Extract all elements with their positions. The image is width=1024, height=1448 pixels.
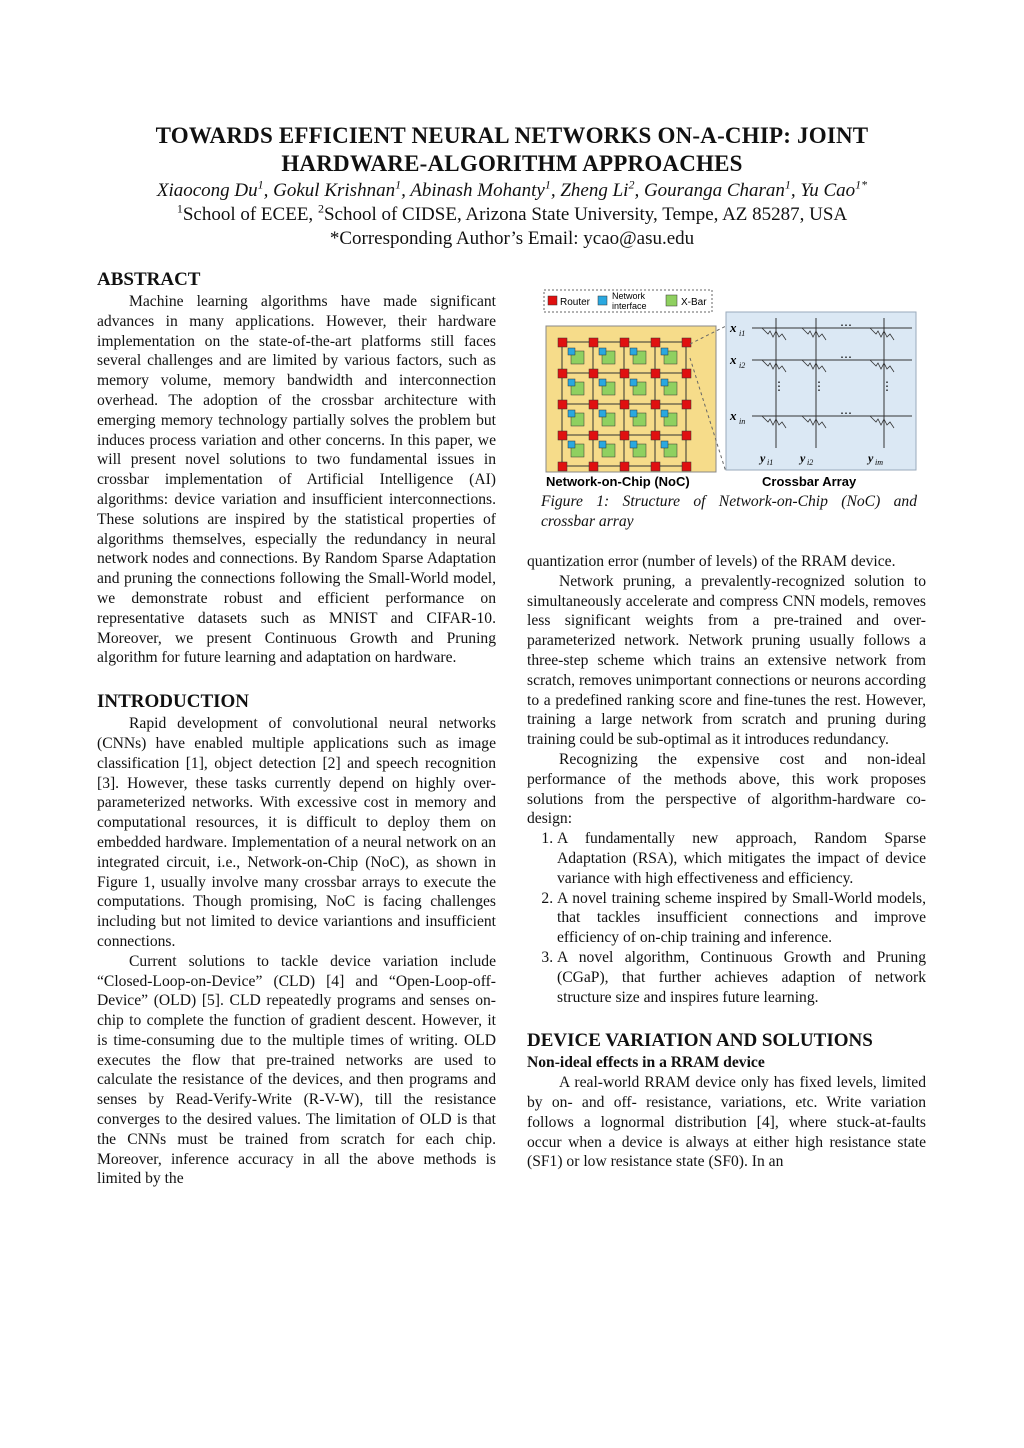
legend-xbar: X-Bar [681, 297, 707, 308]
author-affil-sup: 1 [544, 177, 551, 192]
router-node [682, 400, 691, 409]
rram-subheading: Non-ideal effects in a RRAM device [527, 1054, 765, 1072]
network-interface [599, 379, 606, 386]
crossbar-col-subscript: im [875, 458, 883, 467]
abstract-heading: ABSTRACT [97, 269, 201, 290]
router-node [589, 369, 598, 378]
crossbar-col-label: y [800, 451, 806, 465]
router-node [651, 431, 660, 440]
network-interface [568, 441, 575, 448]
author-separator: , [401, 180, 411, 201]
author-separator: , [790, 180, 801, 201]
network-interface [630, 379, 637, 386]
network-interface [630, 410, 637, 417]
paper-title [90, 122, 934, 178]
ellipsis-dots: … [840, 403, 852, 417]
network-interface [599, 348, 606, 355]
author-list [60, 178, 964, 204]
router-node [620, 431, 629, 440]
router-node [589, 338, 598, 347]
legend-ni-1: Network [612, 291, 646, 301]
router-node [651, 400, 660, 409]
router-node [682, 338, 691, 347]
crossbar-row-subscript: i2 [739, 361, 746, 370]
contribution-item-3: 3. A novel algorithm, Continuous Growth and Pruning (CGaP), that further achieves adaption of network structure size and inspires future learning. [557, 948, 926, 1007]
router-node [589, 462, 598, 471]
crossbar-row-label: x [730, 352, 737, 367]
corresponding-email: *Corresponding Author’s Email: ycao@asu.edu [329, 228, 695, 249]
router-node [620, 338, 629, 347]
affil-sup-2: 2 [317, 201, 324, 216]
router-node [589, 431, 598, 440]
device-variation-heading: DEVICE VARIATION AND SOLUTIONS [527, 1030, 873, 1052]
author-affil-sup: 1 [257, 177, 264, 192]
crossbar-col-label: y [760, 451, 766, 465]
crossbar-row-subscript: i1 [739, 329, 746, 338]
ni-legend-swatch [598, 296, 607, 305]
affil-sup-1: 1 [176, 201, 183, 216]
affil-school-2: School of CIDSE, Arizona State University, Tempe, AZ 85287, USA [323, 204, 848, 225]
router-node [558, 400, 567, 409]
author-name: Zheng Li [560, 180, 629, 201]
author-affil-sup: 1 [784, 177, 791, 192]
crossbar-col-label: y [868, 451, 874, 465]
network-interface [630, 441, 637, 448]
router-node [651, 462, 660, 471]
router-node [558, 462, 567, 471]
author-name: Gouranga Charan [643, 180, 785, 201]
crossbar-row-subscript: in [739, 417, 746, 426]
author-affil-sup: 2 [628, 177, 635, 192]
network-interface [568, 410, 575, 417]
network-interface [661, 410, 668, 417]
author-separator: , [634, 180, 644, 201]
author-name: Abinash Mohanty [410, 180, 545, 201]
network-interface [630, 348, 637, 355]
left-column [97, 268, 496, 1189]
right-column [527, 552, 926, 1172]
intro-paragraph-2: Current solutions to tackle device variation include “Closed-Loop-on-Device” (CLD) [4] and “Open-Loop-off-Device” (OLD) [5]. CLD repeatedly programs and senses on-chip to complete the function of gradient descent. However, it is time-consuming due to the multiple times of writing. OLD executes the flow that pre-trained networks are used to calculate the resistance of the devices, and then programs and senses by Read-Verify-Write (R-V-W), till the resistance converges to the desired values. The limitation of OLD is that the CNNs must be trained from scratch for each chip. Moreover, inference accuracy in all the above methods is limited by the [97, 952, 496, 1188]
router-node [558, 338, 567, 347]
figure-1-diagram [540, 286, 920, 498]
crossbar-col-subscript: i2 [807, 458, 814, 467]
vertical-dots: ⋮ [773, 379, 785, 393]
network-interface [599, 410, 606, 417]
router-node [682, 462, 691, 471]
author-affil-sup: 1 [395, 177, 402, 192]
title-line-2: HARDWARE-ALGORITHM APPROACHES [281, 151, 743, 176]
router-node [651, 369, 660, 378]
author-separator: , [263, 180, 274, 201]
intro-paragraph-3: quantization error (number of levels) of the RRAM device. [527, 553, 896, 570]
noc-grid [558, 338, 691, 471]
crossbar-col-subscript: i1 [767, 458, 774, 467]
router-node [620, 369, 629, 378]
contribution-list [527, 829, 926, 1007]
network-interface [661, 379, 668, 386]
figure-caption: Figure 1: Structure of Network-on-Chip (NoC) and crossbar array [541, 493, 917, 530]
noc-label: Network-on-Chip (NoC) [546, 474, 690, 489]
affil-school-1: School of ECEE, [182, 204, 318, 225]
intro-paragraph-1: Rapid development of convolutional neural networks (CNNs) have enabled multiple applications such as image classification [1], object detection [2] and speech recognition [3]. However, these tasks currently depend on highly over-parameterized networks. With excessive cost in memory and computational resources, it is difficult to deploy them on embedded hardware. Implementation of a neural network on an integrated circuit, i.e., Network-on-Chip (NoC), as shown in Figure 1, usually involve many crossbar arrays to execute the computations. Though promising, NoC is facing challenges including but not limited to device variantions and insufficient connections. [97, 715, 496, 950]
router-node [558, 431, 567, 440]
network-interface [599, 441, 606, 448]
device-paragraph-1: A real-world RRAM device only has fixed levels, limited by on- and off- resistance, variations, etc. Write variation follows a lognormal distribution [4], where stuck-at-faults occur when a device is always at either high resistance state (SF1) or low resistance state (SF0). In an [527, 1074, 926, 1171]
router-node [620, 400, 629, 409]
vertical-dots: ⋮ [813, 379, 825, 393]
router-node [651, 338, 660, 347]
intro-paragraph-5: Recognizing the expensive cost and non-ideal performance of the methods above, this work proposes solutions from the perspective of algorithm-hardware co-design: [527, 750, 926, 828]
affiliations [60, 202, 964, 228]
network-interface [661, 348, 668, 355]
crossbar-row-label: x [730, 320, 737, 335]
title-line-1: TOWARDS EFFICIENT NEURAL NETWORKS ON-A-CHIP: JOINT [155, 123, 869, 148]
ellipsis-dots: … [840, 347, 852, 361]
crossbar-label: Crossbar Array [762, 474, 857, 489]
contribution-item-1: 1. A fundamentally new approach, Random Sparse Adaptation (RSA), which mitigates the impact of device variance with high effectiveness and efficiency. [557, 829, 926, 888]
legend-router: Router [560, 297, 591, 308]
intro-paragraph-4: Network pruning, a prevalently-recognized solution to simultaneously accelerate and compress CNN models, removes less significant weights from a pre-trained and over-parameterized network. Network pruning usually follows a three-step scheme which trains an extensive network from scratch, removes unimportant connections or neurons according to a predefined ranking score and fine-tunes the rest. However, training a large network from scratch and pruning during training could be sub-optimal as it introduces redundancy. [527, 572, 926, 749]
router-node [682, 369, 691, 378]
author-separator: , [550, 180, 561, 201]
router-node [620, 462, 629, 471]
author-name: Gokul Krishnan [273, 180, 396, 201]
crossbar-row-label: x [730, 408, 737, 423]
router-legend-swatch [548, 296, 557, 305]
router-node [558, 369, 567, 378]
router-node [589, 400, 598, 409]
network-interface [568, 379, 575, 386]
author-name: Xiaocong Du [156, 180, 258, 201]
abstract-text: Machine learning algorithms have made significant advances in many applications. However, their hardware implementation on the state-of-the-art platforms still faces several challenges and are limited by various factors, such as memory volume, memory bandwidth and interconnection overhead. The adoption of the crossbar architecture with emerging memory technology partially solves the problem but induces process variation and other concerns. In this paper, we will present novel solutions to two fundamental issues in crossbar implementation of Artificial Intelligence (AI) algorithms: device variation and insufficient interconnections. These solutions are inspired by the statistical properties of algorithms themselves, especially the redundancy in neural network nodes and connections. By Random Sparse Adaptation and pruning the connections following the Small-World model, we demonstrate robust and efficient performance on representative datasets such as MNIST and CIFAR-10. Moreover, we present Continuous Growth and Pruning algorithm for future learning and adaptation on hardware. [97, 293, 496, 667]
network-interface [568, 348, 575, 355]
author-affil-sup: 1* [855, 177, 868, 192]
network-interface [661, 441, 668, 448]
legend-ni-2: interface [612, 301, 647, 311]
router-node [682, 431, 691, 440]
xbar-legend-swatch [666, 295, 677, 306]
ellipsis-dots: … [840, 315, 852, 329]
author-name: Yu Cao [800, 180, 856, 201]
contribution-item-2: 2. A novel training scheme inspired by Small-World models, that tackles insufficient connections and improve efficiency of on-chip training and inference. [557, 889, 926, 948]
vertical-dots: ⋮ [881, 379, 893, 393]
introduction-heading: INTRODUCTION [97, 691, 250, 713]
